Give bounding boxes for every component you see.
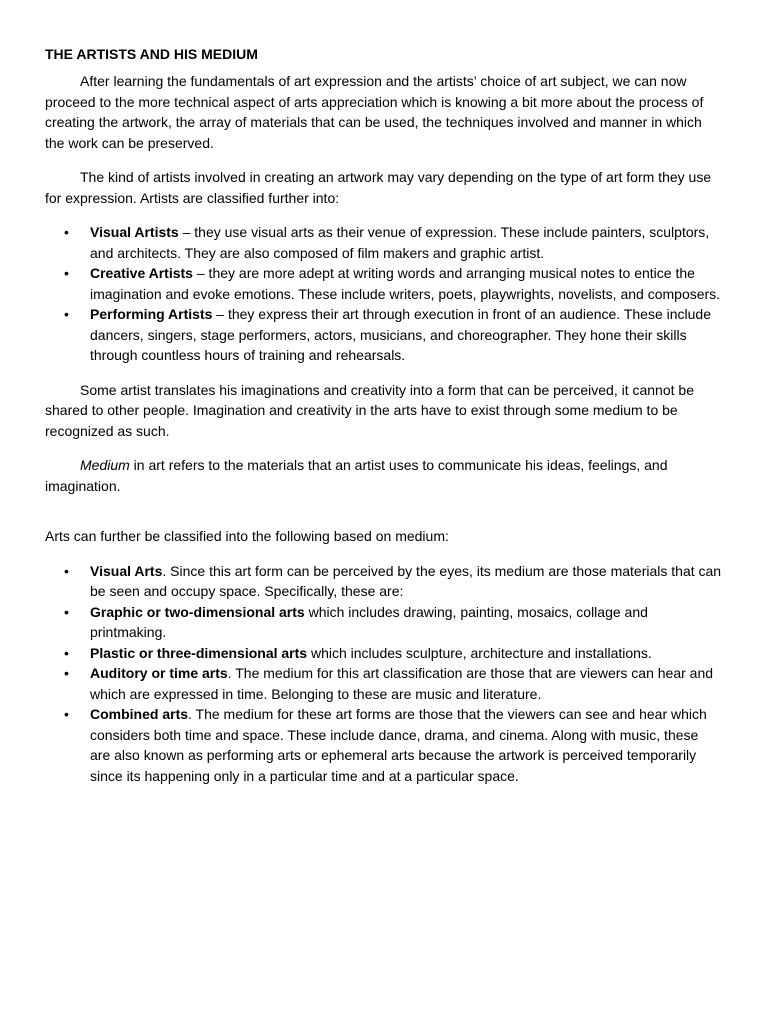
classification-intro: Arts can further be classified into the following based on medium:: [45, 528, 449, 544]
list-text: . Since this art form can be perceived by the eyes, its medium are those materials that can be seen and occupy space. Specifically, these are:: [90, 562, 722, 599]
list-term: Visual Artists: [90, 224, 179, 240]
list-term: Graphic or two-dimensional arts: [90, 603, 305, 620]
list-item-creative-artists: [45, 263, 722, 304]
list-item-visual-arts: [45, 561, 722, 602]
list-term: Combined arts: [90, 706, 189, 722]
list-text: – they express their art through execution in front of an audience. These include dancers, singers, stage performers, actors, musicians, and choreographer. They hone their skills through countless hours of training and rehearsals.: [90, 306, 711, 363]
list-item-combined-arts: [45, 704, 722, 786]
bullet-icon: •: [64, 224, 69, 240]
document-title: THE ARTISTS AND HIS MEDIUM: [45, 46, 258, 62]
bullet-icon: •: [64, 644, 69, 661]
bullet-icon: •: [64, 706, 69, 722]
list-text: which includes sculpture, architecture and installations.: [307, 644, 652, 661]
list-text: which includes drawing, painting, mosaics, collage and printmaking.: [90, 603, 648, 640]
list-term: Plastic or three-dimensional arts: [90, 644, 308, 661]
artists-list: [45, 222, 722, 366]
list-term: Creative Artists: [90, 265, 193, 281]
list-term: Auditory or time arts: [90, 665, 228, 681]
list-term: Performing Artists: [90, 306, 213, 322]
medium-definition-paragraph: [45, 455, 722, 496]
intro-paragraph: After learning the fundamentals of art expression and the artists’ choice of art subject, we can now proceed to the more technical aspect of arts appreciation which is knowing a bit more about the process of creating the artwork, the array of materials that can be used, the techniques involved and manner in which the work can be preserved.: [45, 73, 704, 151]
mediums-list: [45, 561, 722, 787]
list-item-graphic-arts: [45, 602, 722, 643]
bullet-icon: •: [64, 665, 69, 681]
imagination-paragraph: Some artist translates his imaginations and creativity into a form that can be perceived, it cannot be shared to other people. Imagination and creativity in the arts have to exist through some medium to be recognized as such.: [45, 381, 694, 439]
list-item-visual-artists: [45, 222, 722, 263]
list-text: . The medium for these art forms are those that the viewers can see and hear which considers both time and space. These include dance, drama, and cinema. Along with music, these are also known as performing arts or ephemeral arts because the artwork is perceived temporarily since its happening only in a particular time and at a particular space.: [90, 706, 707, 784]
list-item-performing-artists: [45, 304, 722, 366]
list-text: – they are more adept at writing words and arranging musical notes to entice the imagination and evoke emotions. These include writers, poets, playwrights, novelists, and composers.: [90, 265, 721, 302]
bullet-icon: •: [64, 562, 69, 579]
list-term: Visual Arts: [90, 562, 163, 579]
spacer: [45, 510, 722, 526]
medium-term: Medium: [80, 457, 130, 473]
list-text: . The medium for this art classification are those that are viewers can hear and which are expressed in time. Belonging to these are music and literature.: [90, 665, 714, 702]
list-item-auditory-arts: [45, 663, 722, 704]
list-item-plastic-arts: [45, 643, 722, 664]
list-text: – they use visual arts as their venue of expression. These include painters, sculptors, and architects. They are also composed of film makers and graphic artist.: [90, 224, 710, 261]
bullet-icon: •: [64, 603, 69, 620]
artists-paragraph: The kind of artists involved in creating an artwork may vary depending on the type of art form they use for expression. Artists are classified further into:: [45, 169, 712, 206]
bullet-icon: •: [64, 265, 69, 281]
bullet-icon: •: [64, 306, 69, 322]
medium-definition-text: in art refers to the materials that an artist uses to communicate his ideas, feelings, and imagination.: [45, 457, 668, 494]
